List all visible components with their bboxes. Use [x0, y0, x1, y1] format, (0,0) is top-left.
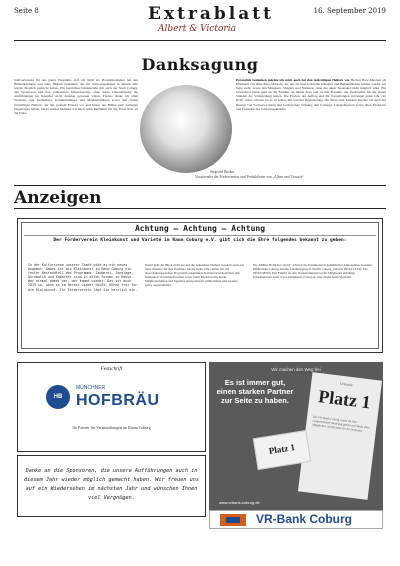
danksagung-left-text: Stellvertretend für das ganze Ensemble darf ich mich als Produktionsleiter bei den Bühnenbildnern und allen Helfern bedanken, die das Schlossspektakel in diesem Jahr wieder möglich gemacht haben. Ein herzliches Dankeschön gilt auch der Stadt Coburg, den Sponsoren und den zahlreichen Mitwirkenden, ohne deren Unterstützung die Aufführungen im Innenhof nicht denkbar gewesen wären. Ebenso danke ich allen Vereinen, den Technikern, Kostümbildnern und Maskenbildnern sowie den vielen freiwilligen Helfern, die mit großem Einsatz vor und hinter der Bühne zum Gelingen beigetragen haben. Nicht zuletzt bedanke ich mich beim Publikum für die Treue über all die Jahre.: [14, 78, 138, 115]
hofbraeu-brand: HOFBRÄU: [76, 392, 160, 409]
vr-brand-bar: [209, 510, 383, 529]
vr-certificate: [298, 372, 382, 500]
ad-achtung-separator: [24, 235, 376, 236]
hofbraeu-emblem-icon: HB: [46, 385, 70, 409]
ad-achtung-column-3: Im „Müller Hofbräu Coburg“ erleben Sie Kleinkunst in gemütlicher Atmosphäre. Kontakt: Müllerbräu Coburg, Kleine Johannisgasse 8, 96450 Coburg, Telefon 09561/12345, Fax 09561/98765. Der Eintritt zu den Veranstaltungen ist für Mitglieder ermäßigt. Informationen unter www.kleinkunst-coburg.de oder direkt beim Vorstand.: [253, 263, 373, 280]
thanks-text: Danke an die Sponsoren, die unsere Aufführungen auch in diesem Jahr wieder möglich gemacht haben. Wir freuen uns auf ein Wiedersehen im nächsten Jahr und wünschen Ihnen viel Vergnügen.: [24, 468, 199, 501]
issue-date: 16. September 2019: [313, 7, 386, 15]
page-label: Seite 8: [14, 7, 39, 15]
vr-certificate-text: Die VR-Bank Coburg wurde für ihre ausgezeichnete Beratung geehrt und dankt allen Mitgliedern und Kunden für ihr Vertrauen.: [311, 414, 370, 433]
hofbraeu-bottom-line: Ihr Partner für Veranstaltungen im Raum Coburg: [72, 425, 151, 430]
ad-vr-bank: [209, 362, 383, 529]
vr-headline: Es ist immer gut, einen starken Partner zur Seite zu haben.: [216, 378, 294, 405]
danksagung-title: Danksagung: [141, 55, 259, 74]
ad-achtung-column-1: In der Kulturszene unserer Stadt gibt es ein neues Angebot: Dabei ist die Kleinkunst im Raum Coburg ein fester Bestandteil des Programms. Zauberei, Jonglage, Akrobatik und Kabarett sind in allen Formen zu Hause. Wer einmal dabei war, der kommt wieder. Das ist auch 2019 so, wenn es im Herbst wieder heißt: Bühne frei für die Kleinkunst. Ihr Förderverein lädt Sie herzlich ein.: [28, 263, 138, 292]
section-rule-bottom: [14, 208, 386, 209]
vr-award-card-text: Platz 1: [268, 442, 296, 457]
danksagung-right-lead: Persönlich bedanken möchte ich mich auch bei den tatkräftigen Helfern wie: [236, 78, 350, 82]
danksagung-right-text: Herbert Barz-Marzani als Ehemann von Rike Barz-Marzani, der uns als internationaler Künstler und Bühnenbildner immer wieder zur Seite steht, sowie den Musikern, Sängern und Statisten, ohne die unser Spektakel nicht möglich wäre. Ein besonderer Dank geht an die Familie, an meine Frau und an alle Freunde, die Verständnis für die vielen Stunden der Vorbereitung hatten. Die Proben, der Aufbau und die Vorstellungen verlangen jedes Jahr viel Kraft; umso schöner ist es zu sehen, mit welcher Begeisterung alle dabei sind. Danken möchte ich auch der Herzog von Sachsen-Coburg und Gotha'schen Stiftung, den Coburger Landestheatern sowie allen Förderern und Freunden des Schlossspektakels.: [236, 78, 386, 111]
portrait-photo: [140, 85, 235, 174]
newspaper-title: Extrablatt: [148, 4, 274, 24]
vr-certificate-title: Platz 1: [317, 386, 372, 413]
danksagung-right-column: [236, 78, 386, 111]
caption-role: Vorsitzender der Fördervereins und Produktleiter von „Albert und Victoria“: [195, 175, 304, 179]
vr-top-line: Wir machen den Weg frei: [271, 367, 321, 372]
vr-logo-icon: [220, 514, 246, 526]
hofbraeu-small-label: MÜNCHNER: [76, 385, 106, 391]
ad-achtung-subline: Der Förderverein Kleinkunst und Varieté im Raum Coburg e.V. gibt sich die Ehre folgendes bekannt zu geben:: [53, 238, 347, 243]
header-rule: [14, 40, 386, 41]
ad-thanks: [17, 455, 206, 517]
newspaper-subtitle: Albert & Victoria: [158, 24, 236, 34]
vr-brand-name: VR-Bank Coburg: [256, 512, 352, 526]
vr-certificate-label: Urkunde: [339, 381, 353, 388]
hofbraeu-top-line: Festschrift: [100, 367, 123, 372]
ad-achtung: [17, 218, 383, 353]
caption-name: Siegfried Becker: [210, 170, 235, 174]
ad-achtung-column-2: Dabei geht der Blick nicht nur auf die bekannten Namen, sondern auch auf neue Talente, die ihre Premiere feiern. Jedes Jahr stellen wir ein abwechslungsreiches Programm zusammen. Kartenvorverkauf über alle bekannten Vorverkaufsstellen sowie beim Förderverein direkt. Mitgliedschaften und Spenden sind jederzeit willkommen und werden gerne angenommen.: [145, 263, 244, 288]
ad-achtung-headline: Achtung – Achtung – Achtung: [134, 224, 266, 233]
ad-hofbraeu: [17, 362, 206, 452]
hofbraeu-logo: [46, 383, 181, 415]
section-rule-top: [14, 185, 386, 186]
anzeigen-title: Anzeigen: [14, 188, 102, 208]
vr-url: www.vrbank-coburg.de: [219, 500, 260, 505]
